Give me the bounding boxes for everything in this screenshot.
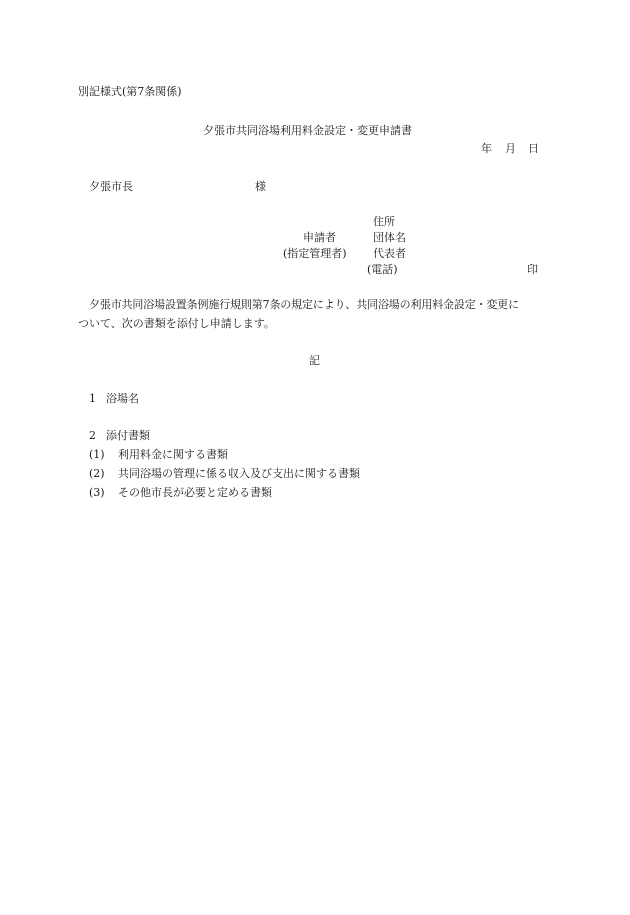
item-2-number: 2 — [89, 429, 96, 442]
applicant-representative-label: 代表者 — [373, 247, 406, 260]
applicant-address-label: 住所 — [373, 215, 395, 228]
addressee-name: 夕張市長 — [89, 180, 133, 193]
annex-label: 別記様式(第7条関係) — [78, 85, 182, 98]
applicant-designated-manager-label: (指定管理者) — [283, 247, 347, 260]
date-day: 日 — [528, 142, 539, 155]
item-1-label: 浴場名 — [106, 392, 139, 405]
applicant-phone-label: (電話) — [367, 263, 398, 276]
applicant-label: 申請者 — [303, 231, 336, 244]
applicant-organization-label: 団体名 — [373, 231, 406, 244]
item-2-label: 添付書類 — [106, 429, 150, 442]
seal-mark: 印 — [527, 263, 538, 276]
attachment-1-number: (1) — [89, 448, 105, 461]
ki-heading: 記 — [309, 354, 320, 367]
item-1-number: 1 — [89, 392, 96, 405]
body-text-line-2: ついて、次の書類を添付し申請します。 — [78, 317, 275, 330]
date-year: 年 — [481, 142, 492, 155]
attachment-3-label: その他市長が必要と定める書類 — [118, 486, 272, 499]
form-title: 夕張市共同浴場利用料金設定・変更申請書 — [203, 124, 412, 137]
attachment-1-label: 利用料金に関する書類 — [118, 448, 228, 461]
body-text-line-1: 夕張市共同浴場設置条例施行規則第7条の規定により、共同浴場の利用料金設定・変更に — [89, 298, 519, 311]
attachment-2-number: (2) — [89, 467, 105, 480]
addressee-honorific: 様 — [255, 180, 266, 193]
date-month: 月 — [505, 142, 516, 155]
attachment-3-number: (3) — [89, 486, 105, 499]
attachment-2-label: 共同浴場の管理に係る収入及び支出に関する書類 — [118, 467, 360, 480]
